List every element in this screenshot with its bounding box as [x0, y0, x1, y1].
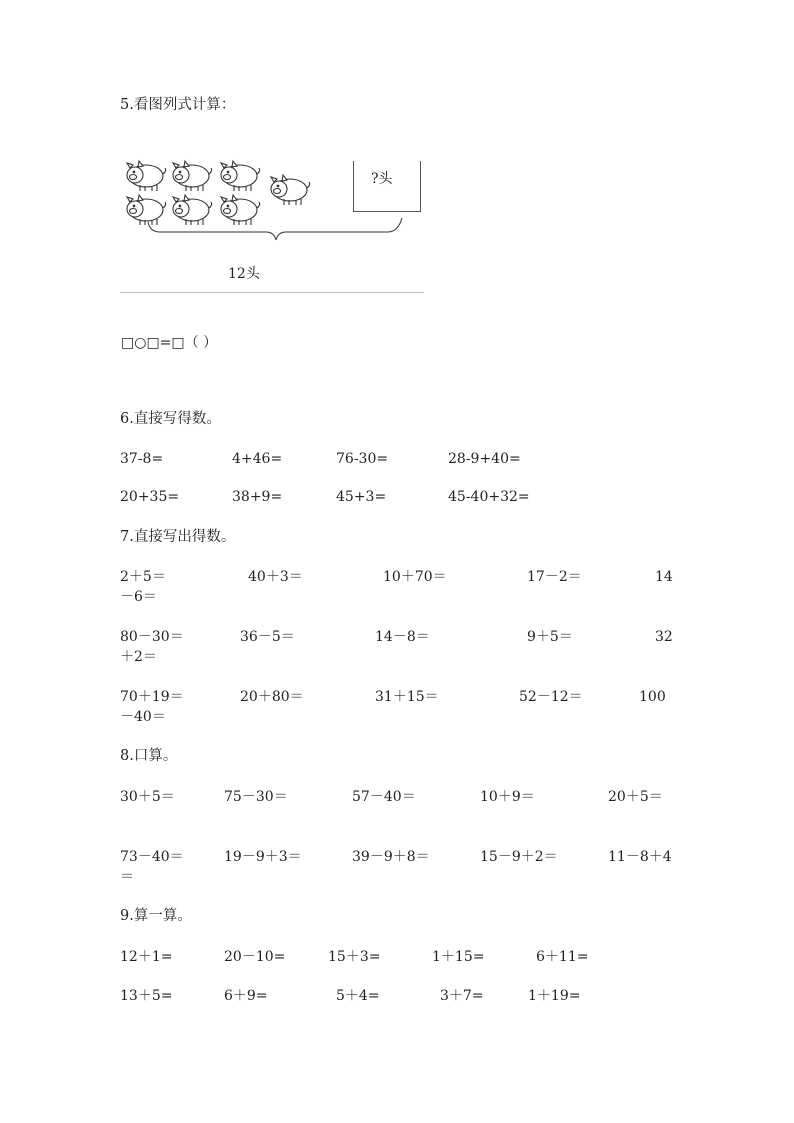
q8-r1-c1: 19－9＋3＝ [224, 849, 302, 865]
pig-icon [271, 175, 310, 205]
q6-r1-c2: 45+3= [336, 489, 387, 505]
q9-title: 9.算一算。 [120, 908, 192, 924]
q7-r1-c3: 9＋5＝ [527, 629, 573, 645]
q9-r0-c1: 20－10= [224, 949, 286, 965]
q8-r0-c3: 10＋9＝ [480, 789, 535, 805]
pig-icon [173, 195, 212, 225]
q7-r1-wrap: ＋2＝ [120, 649, 157, 665]
q8-r1-c0: 73－40＝ [120, 849, 184, 865]
q8-title: 8.口算。 [120, 748, 178, 764]
q7-r2-c3: 52－12＝ [519, 689, 583, 705]
q9-r0-c4: 6＋11= [536, 949, 589, 965]
q7-r1-c2: 14－8＝ [375, 629, 430, 645]
q6-r0-c0: 37-8= [120, 451, 164, 467]
pig-icon [221, 195, 260, 225]
q6-r0-c3: 28-9+40= [448, 451, 521, 467]
q9-r0-c3: 1＋15= [432, 949, 485, 965]
q7-r0-c2: 10＋70＝ [383, 569, 447, 585]
q7-r0-c0: 2＋5＝ [120, 569, 166, 585]
q8-r0-c0: 30＋5＝ [120, 789, 175, 805]
pig-icon [173, 161, 212, 191]
separator-line [120, 292, 424, 293]
total-label: 12头 [228, 266, 260, 282]
q6-r0-c2: 76-30= [336, 451, 389, 467]
q7-r2-c1: 20＋80＝ [240, 689, 304, 705]
q8-r1-c4: 11－8＋4 [608, 849, 672, 865]
q7-r2-c4: 100 [639, 689, 666, 705]
q6-r1-c0: 20+35= [120, 489, 180, 505]
q6-title: 6.直接写得数。 [120, 411, 221, 427]
pig-icon [127, 195, 166, 225]
q7-r1-c4: 32 [655, 629, 673, 645]
q7-r2-wrap: －40＝ [120, 709, 166, 725]
q8-r0-c1: 75－30＝ [224, 789, 288, 805]
q7-r0-wrap: －6＝ [120, 589, 157, 605]
q7-r1-c1: 36－5＝ [240, 629, 295, 645]
q5-title: 5.看图列式计算： [120, 97, 236, 113]
q7-r0-c3: 17－2＝ [527, 569, 582, 585]
q7-r2-c0: 70＋19＝ [120, 689, 184, 705]
q6-r0-c1: 4+46= [232, 451, 283, 467]
q8-r1-c3: 15－9＋2＝ [480, 849, 558, 865]
q7-r0-c4: 14 [655, 569, 673, 585]
q9-r1-c3: 3＋7= [440, 988, 484, 1004]
q6-r1-c3: 45-40+32= [448, 489, 530, 505]
q7-r0-c1: 40＋3＝ [248, 569, 303, 585]
q8-r0-c4: 20＋5＝ [608, 789, 663, 805]
q9-r1-c1: 6＋9= [224, 988, 268, 1004]
pig-icon [127, 161, 166, 191]
q9-r1-c4: 1＋19= [528, 988, 581, 1004]
q8-r1-c2: 39－9＋8＝ [352, 849, 430, 865]
q9-r1-c2: 5＋4= [336, 988, 380, 1004]
q6-r1-c1: 38+9= [232, 489, 283, 505]
q9-r0-c2: 15＋3= [328, 949, 381, 965]
pig-icon [221, 161, 260, 191]
q7-title: 7.直接写出得数。 [120, 529, 236, 545]
box-label: ?头 [371, 171, 393, 187]
q9-r1-c0: 13＋5= [120, 988, 173, 1004]
q7-r1-c0: 80－30＝ [120, 629, 184, 645]
q8-r0-c2: 57－40＝ [352, 789, 416, 805]
q7-r2-c2: 31＋15＝ [375, 689, 439, 705]
q5-formula: □○□=□（ ） [121, 335, 218, 351]
q9-r0-c0: 12＋1= [120, 949, 173, 965]
q8-r1-wrap: ＝ [120, 869, 134, 885]
